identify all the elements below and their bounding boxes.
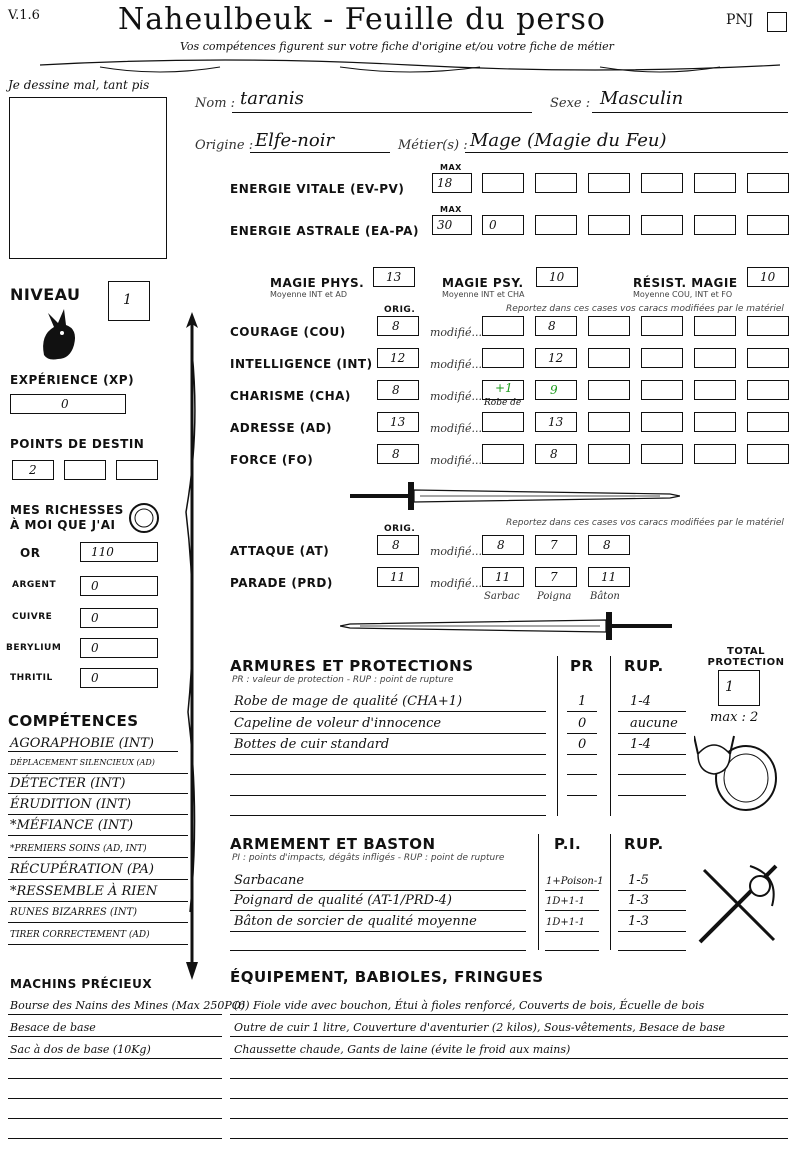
row-line [230,890,526,891]
fo-mod-box-4[interactable] [641,444,683,464]
competence-item: AGORAPHOBIE (INT) [10,736,154,751]
cha-orig-box[interactable]: 8 [377,380,419,400]
at-modifie: modifié... [430,545,482,558]
fo-mod-box-5[interactable] [694,444,736,464]
arme-pi: 1+Poison-1 [546,876,604,887]
ad-orig-box[interactable]: 13 [377,412,419,432]
ev-box-6[interactable] [747,173,789,193]
row-line [545,931,599,932]
armures-sub: PR : valeur de protection - RUP : point de rupture [232,675,454,685]
ev-box-3[interactable] [588,173,630,193]
competence-item: TIRER CORRECTEMENT (AD) [10,930,150,940]
row-line [230,1078,788,1079]
cha-mod-box-5[interactable] [694,380,736,400]
ea-box-2[interactable] [535,215,577,235]
row-line [567,774,597,775]
ad-mod-box-4[interactable] [641,412,683,432]
int-modifie: modifié... [430,358,482,371]
destin-label: POINTS DE DESTIN [10,437,145,451]
weapon-col-label: Bâton [590,591,620,602]
shield-helmet-icon [694,728,784,814]
competence-item: DÉPLACEMENT SILENCIEUX (AD) [10,758,155,767]
machins-title: MACHINS PRÉCIEUX [10,977,153,991]
force-label: FORCE (FO) [230,453,314,467]
courage-label: COURAGE (COU) [230,325,346,339]
armement-divider [538,834,539,950]
arme-pi: 1D+1-1 [546,917,585,928]
resist-magie-sub: Moyenne COU, INT et FO [633,290,733,299]
machin-item: Bourse des Nains des Mines (Max 250PO) [10,999,246,1012]
competence-line [8,922,188,923]
resist-magie-label: RÉSIST. MAGIE [633,276,738,290]
row-line [618,910,686,911]
arm-rup-col-label: RUP. [624,835,664,853]
thritil-label: THRITIL [10,673,53,683]
row-line [230,1058,788,1059]
nom-value[interactable]: taranis [240,88,304,109]
metier-underline [465,152,788,153]
or-label: OR [20,546,41,560]
row-line [618,774,686,775]
rup-col-label: RUP. [624,657,664,675]
row-line [567,711,597,712]
version-label: V.1.6 [8,8,40,23]
cou-mod-box-5[interactable] [694,316,736,336]
pnj-checkbox[interactable] [767,12,787,32]
at-mod-box-3[interactable]: 8 [588,535,630,555]
sexe-label: Sexe : [550,96,591,111]
competence-line [8,814,188,815]
cuivre-label: CUIVRE [12,612,53,622]
row-line [8,1036,222,1037]
ea-label: ENERGIE ASTRALE (EA-PA) [230,224,419,238]
combat-orig-label: ORIG. [384,524,416,534]
armures-divider [557,656,558,816]
competence-item: ÉRUDITION (INT) [10,797,132,812]
int-mod-box-6[interactable] [747,348,789,368]
row-line [618,733,686,734]
cou-modifie: modifié... [430,326,482,339]
row-line [618,711,686,712]
nom-label: Nom : [195,96,236,111]
fo-mod-box-1[interactable] [482,444,524,464]
ev-box-5[interactable] [694,173,736,193]
thritil-box[interactable]: 0 [80,668,158,688]
row-line [230,1118,788,1119]
competences-title: COMPÉTENCES [8,712,139,730]
competence-line [8,901,188,902]
cou-mod-box-6[interactable] [747,316,789,336]
row-line [230,711,546,712]
magie-phys-box[interactable]: 13 [373,267,415,287]
total-protection-box[interactable]: 1 [718,670,760,706]
cou-mod-box-1[interactable] [482,316,524,336]
armement-title: ARMEMENT ET BASTON [230,835,436,853]
ev-max-label: MAX [440,163,462,172]
cou-mod-box-3[interactable] [588,316,630,336]
argent-box[interactable]: 0 [80,576,158,596]
int-mod-box-4[interactable] [641,348,683,368]
resist-magie-box[interactable]: 10 [747,267,789,287]
argent-label: ARGENT [12,580,57,590]
competence-line [8,857,188,858]
richesses-label-1: MES RICHESSES [10,503,124,517]
ev-box-1[interactable] [482,173,524,193]
crossed-weapons-icon [690,856,786,952]
armure-rup: 1-4 [630,737,651,752]
ea-max-box[interactable]: 30 [432,215,472,235]
sexe-underline [592,112,788,113]
equipement-title: ÉQUIPEMENT, BABIOLES, FRINGUES [230,968,544,986]
richesses-label-2: À MOI QUE J'AI [10,518,116,532]
equipement-item: Chaussette chaude, Gants de laine (évite le froid aux mains) [234,1043,571,1056]
dragon-icon [34,305,82,363]
magie-psy-sub: Moyenne INT et CHA [442,290,525,299]
row-line [230,754,546,755]
row-line [8,1078,222,1079]
ev-box-2[interactable] [535,173,577,193]
competence-line [8,944,188,945]
at-mod-box-1[interactable]: 8 [482,535,524,555]
row-line [230,733,546,734]
pnj-label: PNJ [726,12,754,28]
row-line [8,1138,222,1139]
row-line [230,795,546,796]
magie-psy-box[interactable]: 10 [536,267,578,287]
magie-psy-label: MAGIE PSY. [442,276,524,290]
prd-modifie: modifié... [430,577,482,590]
adresse-label: ADRESSE (AD) [230,421,333,435]
combat-report-note: Reportez dans ces cases vos caracs modifiées par le matériel [506,518,784,528]
niveau-label: NIVEAU [10,285,81,304]
row-line [230,1098,788,1099]
parade-label: PARADE (PRD) [230,576,333,590]
at-mod-box-2[interactable]: 7 [535,535,577,555]
ad-mod-box-3[interactable] [588,412,630,432]
caracs-report-note: Reportez dans ces cases vos caracs modifiées par le matériel [506,304,784,314]
destin-box-1[interactable]: 2 [12,460,54,480]
armure-name: Capeline de voleur d'innocence [234,716,442,731]
sexe-value[interactable]: Masculin [600,88,684,109]
armure-rup: 1-4 [630,694,651,709]
row-line [567,795,597,796]
arme-pi: 1D+1-1 [546,896,585,907]
cuivre-box[interactable]: 0 [80,608,158,628]
row-line [618,950,686,951]
berylium-box[interactable]: 0 [80,638,158,658]
row-line [567,754,597,755]
ea-box-5[interactable] [694,215,736,235]
berylium-label: BERYLIUM [6,643,62,653]
armure-pr: 1 [578,694,587,709]
sword-ornament-2 [340,608,680,644]
arme-rup: 1-5 [628,873,649,888]
competence-line [8,751,178,752]
armure-pr: 0 [578,716,587,731]
xp-label: EXPÉRIENCE (XP) [10,373,135,387]
portrait-frame[interactable] [9,97,167,259]
destin-box-2[interactable] [64,460,106,480]
armement-divider [610,834,611,950]
max-protection: max : 2 [710,710,759,725]
at-orig-box[interactable]: 8 [377,535,419,555]
row-line [545,910,599,911]
cha-mod-box-1[interactable]: +1 [482,380,524,400]
fo-orig-box[interactable]: 8 [377,444,419,464]
row-line [8,1098,222,1099]
ad-mod-box-1[interactable] [482,412,524,432]
row-line [618,931,686,932]
prd-mod-box-3[interactable]: 11 [588,567,630,587]
row-line [230,1014,788,1015]
xp-box[interactable]: 0 [10,394,126,414]
arme-rup: 1-3 [628,914,649,929]
pr-col-label: PR [570,657,594,675]
nom-underline [232,112,532,113]
competence-line [8,793,188,794]
row-line [545,890,599,891]
ad-modifie: modifié... [430,422,482,435]
fo-mod-box-6[interactable] [747,444,789,464]
portrait-caption: Je dessine mal, tant pis [8,78,150,92]
armure-name: Bottes de cuir standard [234,737,390,752]
ea-max-label: MAX [440,205,462,214]
competence-line [8,835,188,836]
cha-modifie: modifié... [430,390,482,403]
or-box[interactable]: 110 [80,542,158,562]
ea-box-3[interactable] [588,215,630,235]
ad-mod-box-2[interactable]: 13 [535,412,577,432]
origine-value[interactable]: Elfe-noir [255,130,335,151]
ea-box-4[interactable] [641,215,683,235]
destin-box-3[interactable] [116,460,158,480]
row-line [230,910,526,911]
row-line [8,1014,222,1015]
row-line [230,1036,788,1037]
armures-title: ARMURES ET PROTECTIONS [230,657,474,675]
competence-item: *MÉFIANCE (INT) [10,818,134,833]
ad-mod-box-6[interactable] [747,412,789,432]
competence-item: DÉTECTER (INT) [10,776,126,791]
armures-divider [610,656,611,816]
total-protection-label: TOTAL PROTECTION [707,646,785,668]
competence-line [8,773,188,774]
row-line [8,1058,222,1059]
machin-item: Besace de base [10,1021,96,1034]
prd-orig-box[interactable]: 11 [377,567,419,587]
competence-item: *RESSEMBLE À RIEN [10,884,158,899]
row-line [230,950,526,951]
competence-item: *PREMIERS SOINS (AD, INT) [10,844,147,854]
attaque-label: ATTAQUE (AT) [230,544,330,558]
row-line [230,1138,788,1139]
magie-phys-sub: Moyenne INT et AD [270,290,348,299]
ea-current-box[interactable]: 0 [482,215,524,235]
metier-label: Métier(s) : [398,138,468,153]
ev-box-4[interactable] [641,173,683,193]
ea-box-6[interactable] [747,215,789,235]
cha-mod-box-2[interactable]: 9 [535,380,577,400]
arme-name: Sarbacane [234,873,305,888]
armure-pr: 0 [578,737,587,752]
orig-label: ORIG. [384,305,416,315]
page-title: Naheulbeuk - Feuille du perso [118,2,606,37]
int-mod-box-1[interactable] [482,348,524,368]
cou-mod-box-2[interactable]: 8 [535,316,577,336]
cou-orig-box[interactable]: 8 [377,316,419,336]
equipement-item: Outre de cuir 1 litre, Couverture d'aventurier (2 kilos), Sous-vêtements, Besace de base [234,1021,726,1034]
weapon-col-label: Poigna [537,591,572,602]
origine-label: Origine : [195,138,254,153]
fo-mod-box-3[interactable] [588,444,630,464]
weapon-col-label: Sarbac [484,591,520,602]
charisme-label: CHARISME (CHA) [230,389,351,403]
row-line [230,931,526,932]
row-line [230,815,546,816]
coin-icon [128,502,160,534]
origine-underline [250,152,390,153]
cha-mod-box-3[interactable] [588,380,630,400]
arme-name: Bâton de sorcier de qualité moyenne [234,914,477,929]
row-line [230,774,546,775]
row-line [618,754,686,755]
title-ornament [40,55,780,77]
armement-sub: PI : points d'impacts, dégâts infligés - RUP : point de rupture [232,853,505,863]
competence-item: RUNES BIZARRES (INT) [10,907,138,918]
niveau-box[interactable]: 1 [108,281,150,321]
armure-rup: aucune [630,716,678,731]
equipement-item: (6) Fiole vide avec bouchon, Étui à fioles renforcé, Couverts de bois, Écuelle de bois [234,999,705,1012]
prd-mod-box-2[interactable]: 7 [535,567,577,587]
machin-item: Sac à dos de base (10Kg) [10,1043,151,1056]
ev-max-box[interactable]: 18 [432,173,472,193]
row-line [567,733,597,734]
ad-mod-box-5[interactable] [694,412,736,432]
cou-mod-box-4[interactable] [641,316,683,336]
ev-label: ENERGIE VITALE (EV-PV) [230,182,405,196]
row-line [545,950,599,951]
cha-mod-note: Robe de [484,398,522,408]
arme-name: Poignard de qualité (AT-1/PRD-4) [234,893,452,908]
metier-value[interactable]: Mage (Magie du Feu) [470,130,667,151]
int-orig-box[interactable]: 12 [377,348,419,368]
magie-phys-label: MAGIE PHYS. [270,276,365,290]
cha-mod-box-6[interactable] [747,380,789,400]
competence-line [8,879,188,880]
fo-modifie: modifié... [430,454,482,467]
cha-mod-box-4[interactable] [641,380,683,400]
int-mod-box-3[interactable] [588,348,630,368]
row-line [8,1118,222,1119]
intelligence-label: INTELLIGENCE (INT) [230,357,373,371]
competence-item: RÉCUPÉRATION (PA) [10,862,154,877]
page-subtitle: Vos compétences figurent sur votre fiche d'origine et/ou votre fiche de métier [180,40,614,53]
fo-mod-box-2[interactable]: 8 [535,444,577,464]
sword-ornament [340,478,680,514]
arme-rup: 1-3 [628,893,649,908]
int-mod-box-2[interactable]: 12 [535,348,577,368]
int-mod-box-5[interactable] [694,348,736,368]
prd-mod-box-1[interactable]: 11 [482,567,524,587]
row-line [618,795,686,796]
armure-name: Robe de mage de qualité (CHA+1) [234,694,463,709]
pi-col-label: P.I. [554,835,582,853]
row-line [618,890,686,891]
